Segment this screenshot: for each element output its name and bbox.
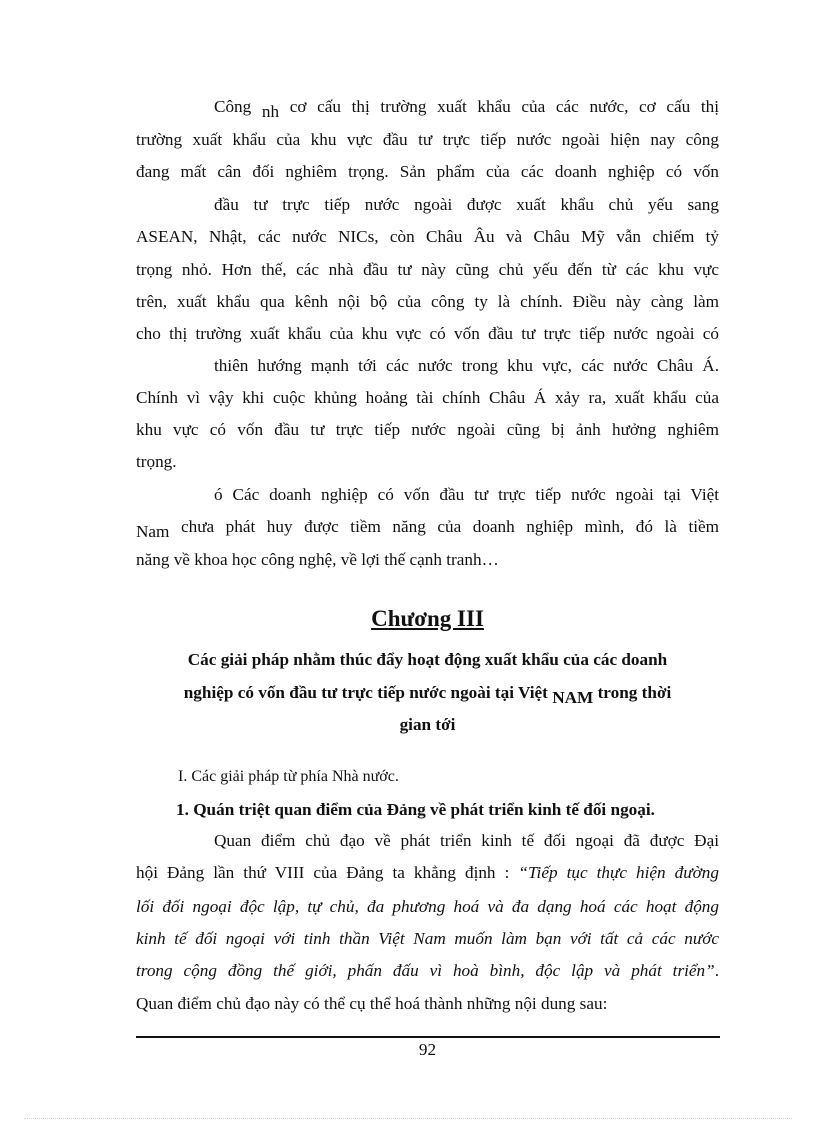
text-fragment: nghiệp có vốn đầu tư trực tiếp nước ngoài tại Việt xyxy=(183,683,548,702)
text-fragment-lowered: Nam xyxy=(136,522,170,541)
paragraph-1-line-7: trên, xuất khẩu qua kênh nội bộ của công ty là chính. Điều này càng làm xyxy=(136,292,719,311)
paragraph-1-line-9: thiên hướng mạnh tới các nước trong khu vực, các nước Châu Á. xyxy=(214,356,719,375)
paragraph-1-line-2: trường xuất khẩu của khu vực đầu tư trực tiếp nước ngoài hiện nay công xyxy=(136,130,719,149)
paragraph-1-line-3: đang mất cân đối nghiêm trọng. Sản phẩm của các doanh nghiệp có vốn xyxy=(136,162,719,181)
text-fragment: cơ cấu thị trường xuất khẩu của các nước, cơ cấu thị xyxy=(289,97,720,116)
text-fragment: trong thời xyxy=(597,683,672,702)
text-fragment-lowered: nh xyxy=(261,102,280,121)
paragraph-2-line-3: năng về khoa học công nghệ, về lợi thế cạnh tranh… xyxy=(136,550,499,569)
paragraph-3-line-5 xyxy=(136,960,719,982)
text-fragment: chưa phát huy được tiềm năng của doanh nghiệp mình, đó là tiềm xyxy=(180,517,719,536)
paragraph-2-line-2 xyxy=(136,516,719,543)
paragraph-1-line-12: trọng. xyxy=(136,452,177,471)
subsection-heading: 1. Quán triệt quan điểm của Đảng về phát triển kinh tế đối ngoại. xyxy=(176,800,655,819)
paragraph-1-line-5: ASEAN, Nhật, các nước NICs, còn Châu Âu và Châu Mỹ vẫn chiếm tỷ xyxy=(136,227,719,246)
paragraph-1-line-4: đầu tư trực tiếp nước ngoài được xuất khẩu chủ yếu sang xyxy=(214,195,719,214)
paragraph-3-line-3: lối đối ngoại độc lập, tự chủ, đa phương hoá và đa dạng hoá các hoạt động xyxy=(136,897,719,916)
section-heading: I. Các giải pháp từ phía Nhà nước. xyxy=(178,768,399,785)
text-fragment: hội Đảng lần thứ VIII của Đảng ta khẳng định : xyxy=(136,863,510,882)
quote-fragment: trong cộng đồng thế giới, phấn đấu vì hoà bình, độc lập và phát triển” xyxy=(136,961,715,980)
chapter-title-line-3: gian tới xyxy=(399,715,456,734)
chapter-title-line-1: Các giải pháp nhằm thúc đẩy hoạt động xuất khẩu của các doanh xyxy=(187,650,668,669)
quote-fragment: “Tiếp tục thực hiện đường xyxy=(518,863,719,882)
footer-rule xyxy=(136,1036,720,1038)
paragraph-1-line-11: khu vực có vốn đầu tư trực tiếp nước ngoài cũng bị ảnh hưởng nghiêm xyxy=(136,420,719,439)
paragraph-1-line-1 xyxy=(214,96,719,123)
paragraph-3-line-1: Quan điểm chủ đạo về phát triển kinh tế đối ngoại đã được Đại xyxy=(214,831,719,850)
paragraph-1-line-8: cho thị trường xuất khẩu của khu vực có vốn đầu tư trực tiếp nước ngoài có xyxy=(136,324,719,343)
paragraph-3-line-2 xyxy=(136,862,719,884)
page-edge-dotted-line xyxy=(24,1118,792,1119)
paragraph-3-line-6: Quan điểm chủ đạo này có thể cụ thể hoá thành những nội dung sau: xyxy=(136,994,608,1013)
text-fragment: . xyxy=(714,961,719,980)
page-number: 92 xyxy=(418,1040,437,1059)
text-fragment-lowered: NAM xyxy=(552,688,594,707)
chapter-heading: Chương III xyxy=(371,606,484,631)
paragraph-2-line-1: ó Các doanh nghiệp có vốn đầu tư trực tiếp nước ngoài tại Việt xyxy=(214,485,719,504)
paragraph-1-line-10: Chính vì vậy khi cuộc khủng hoảng tài chính Châu Á xảy ra, xuất khẩu của xyxy=(136,388,719,407)
paragraph-3-line-4: kinh tế đối ngoại với tinh thần Việt Nam muốn làm bạn với tất cả các nước xyxy=(136,929,719,948)
text-fragment: Công xyxy=(214,97,252,116)
paragraph-1-line-6: trọng nhỏ. Hơn thế, các nhà đầu tư này cũng chủ yếu đến từ các khu vực xyxy=(136,260,719,279)
chapter-title-line-2 xyxy=(136,682,719,709)
